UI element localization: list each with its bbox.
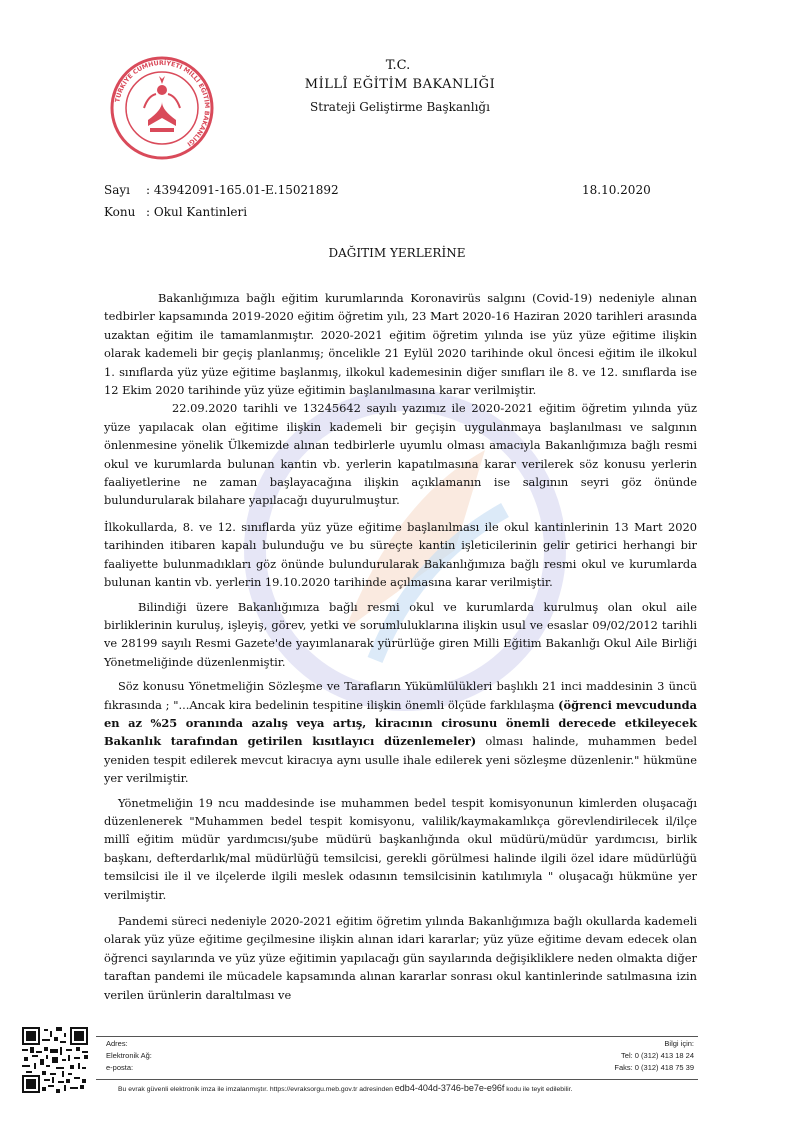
paragraph-2: 22.09.2020 tarihli ve 13245642 sayılı yazımız ile 2020-2021 eğitim öğretim yılında yüz yüze yapılacak olan eğitime ilişkin kademeli bir geçişin uygulanmaya başlanılması ve salgının önlenmesine yönelik Ülkemizde alınan tedbirlerle uyumlu olması amacıyla Bakanlığımıza bağlı resmi okul ve kurumlarda bulunan kantin vb. yerlerin kapatılmasına karar verilerek söz konusu yerlerin faaliyetlerine ne zaman başlayacağına ilişkin açıklamanın ise salgının seyri göz önünde bulundurularak bilahare yapılacağı duyurulmuştur. [104,401,697,508]
paragraph-3: İlkokullarda, 8. ve 12. sınıflarda yüz yüze eğitime başlanılması ile okul kantinlerinin 13 Mart 2020 tarihinden itibaren kapalı bulunduğu ve bu süreçte kantin işleticilerinin gelir getirici herhangi bir faaliyette bulunmadıkları göz önünde bulundurularak Bakanlığımıza bağlı resmi okul ve kurumlarda bulunan kantin vb. yerlerin 19.10.2020 tarihinde açılmasına karar verilmiştir. [104,519,697,590]
paragraph-5: Söz konusu Yönetmeliğin Sözleşme ve Tarafların Yükümlülükleri başlıklı 21 inci maddesinin 3 üncü fıkrasında ; "...Ancak kira bedelinin tespitine ilişkin önemli ölçüde farklılaşma (öğrenci mevcudunda en az %25 oranında azalış veya artış, kiracının cirosunu önemli derecede etkileyecek Bakanlık tarafından getirilen kısıtlayıcı düzenlemeler) olması halinde, muhammen bedel yeniden tespit edilerek mevcut kiracıya aynı usulle ihale edilerek yeni sözleşme düzenlenir." hükmüne yer verilmiştir. [104,679,698,786]
footer-divider-bottom [96,1079,698,1080]
letter-body [104,289,697,1004]
paragraph-1: Bakanlığımıza bağlı eğitim kurumlarında Koronavirüs salgını (Covid-19) nedeniyle alınan tedbirler kapsamında 2019-2020 eğitim öğretim yılı, 23 Mart 2020-16 Haziran 2020 tarihleri arasında uzaktan eğitim ile tamamlanmıştır. 2020-2021 eğitim öğretim yılında ise yüz yüze eğitime ilişkin olarak kademeli bir geçiş planlanmış; öncelikle 21 Eylül 2020 tarihinde okul öncesi eğitim ile ilkokul 1. sınıflarda yüz yüze eğitime başlanmış, ilkokul kademesinin diğer sınıfları ile 8. ve 12. sınıflarda ise 12 Ekim 2020 tarihinde yüz yüze eğitimin başlanılmasına karar verilmiştir. [104,291,697,398]
footer-tel: Tel: 0 (312) 413 18 24 [621,1051,694,1060]
paragraph-4: Bilindiği üzere Bakanlığımıza bağlı resmi okul ve kurumlarda kurulmuş olan okul aile birliklerinin kuruluş, işleyiş, görev, yetki ve sorumluluklarına ilişkin usul ve esaslar 09/02/2012 tarihli ve 28199 sayılı Resmi Gazete'de yayımlanarak yürürlüğe giren Milli Eğitim Bakanlığı Okul Aile Birliği Yönetmeliğinde düzenlenmiştir. [104,599,697,669]
qr-code [22,1027,88,1093]
document-date: 18.10.2020 [582,183,651,197]
header-ministry: MİLLÎ EĞİTİM BAKANLIĞI [304,77,496,92]
sayi-label: Sayı [104,183,130,197]
verification-line [118,1083,698,1093]
footer-bilgi-label: Bilgi için: [664,1039,694,1048]
footer-faks: Faks: 0 (312) 418 75 39 [614,1063,694,1072]
svg-text:TÜRKİYE CUMHURİYETİ MİLLÎ EĞİT: TÜRKİYE CUMHURİYETİ MİLLÎ EĞİTİM BAKANLIĞI [114,59,211,148]
paragraph-6: Yönetmeliğin 19 ncu maddesinde ise muhammen bedel tespit komisyonunun kimlerden oluşacağı düzenlenerek "Muhammen bedel tespit komisyonu, valilik/kaymakamlıkça görevlendirilecek il/ilçe millî eğitim müdür yardımcısı/şube müdürü başkanlığında okul müdürü/müdür yardımcısı, birlik başkanı, defterdarlık/mal müdürlüğü temsilcisi, gerekli görülmesi halinde ilgili özel idare müdürlüğü temsilcisi ile il ve ilçelerde ilgili meslek odasının temsilcisinin katılımıyla " oluşacağı hükmüne yer verilmiştir. [104,795,697,902]
bold-clause: (öğrenci mevcudunda en az %25 oranında azalış veya artış, kiracının cirosunu önemli derecede etkileyecek Bakanlık tarafından getirilen kısıtlayıcı düzenlemeler) [104,697,698,749]
sayi-value: : 43942091-165.01-E.15021892 [146,183,339,197]
header-tc: T.C. [385,58,411,73]
paragraph-7: Pandemi süreci nedeniyle 2020-2021 eğitim öğretim yılında Bakanlığımıza bağlı okullarda kademeli olarak yüz yüze eğitime geçilmesine ilişkin alınan idari kararlar; yüz yüze eğitime devam edecek olan öğrenci sayılarında ve yüz yüze eğitimin yapılacağı gün sayılarında değişikliklere neden olmakta diğer taraftan pandemi ile mücadele kapsamında alınan kararlar sonrası okul kantinlerinde satılmasına izin verilen ürünlerin daraltılması ve [104,914,697,1002]
verification-code: edb4-404d-3746-be7e-e96f [394,1083,505,1093]
header-department: Strateji Geliştirme Başkanlığı [310,100,490,114]
verification-suffix: kodu ile teyit edilebilir. [506,1086,573,1093]
footer-ag-label: Elektronik Ağ: [106,1051,152,1060]
konu-label: Konu [104,205,136,219]
footer-divider-top [96,1036,698,1037]
verification-prefix: Bu evrak güvenli elektronik imza ile imzalanmıştır. https://evraksorgu.meb.gov.tr adresinden [118,1086,393,1093]
ministry-seal-logo [108,54,216,162]
konu-value: : Okul Kantinleri [146,205,248,219]
footer-eposta-label: e-posta: [106,1063,134,1072]
recipient-heading: DAĞITIM YERLERİNE [328,246,466,260]
footer-adres-label: Adres: [106,1039,128,1048]
